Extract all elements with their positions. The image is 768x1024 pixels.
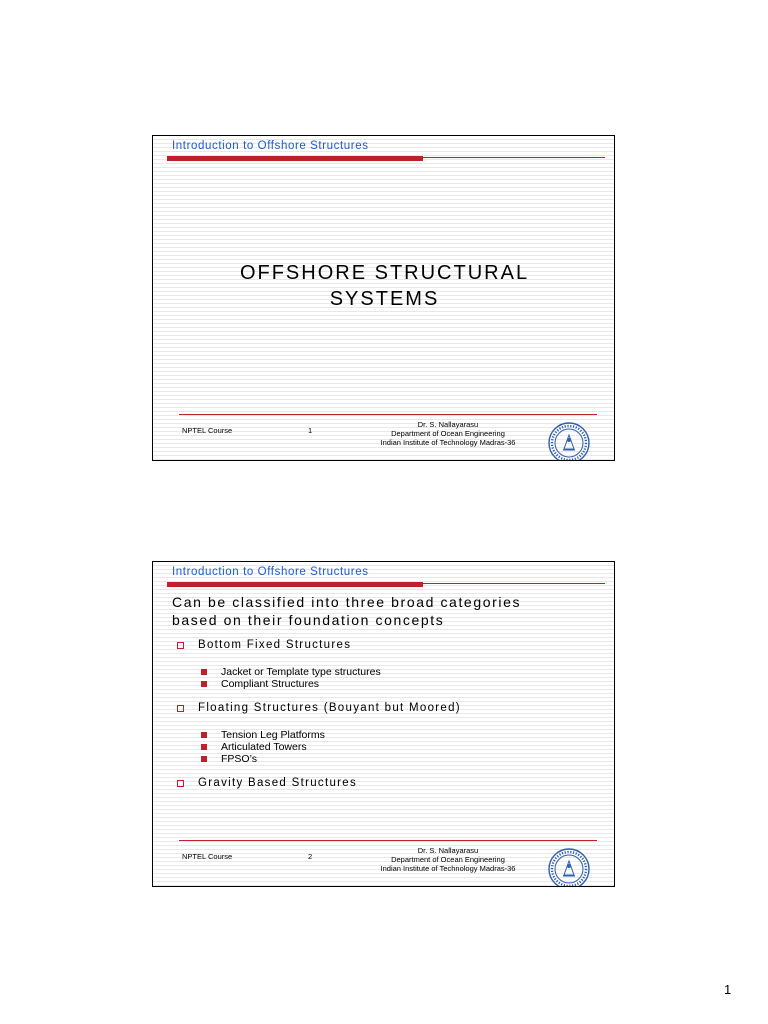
footer-rule <box>179 414 597 415</box>
filled-square-bullet-icon <box>201 732 207 738</box>
sub-bullet-item <box>201 741 325 753</box>
bullet-section <box>177 639 351 651</box>
sub-bullet-item <box>201 753 325 765</box>
slide-2 <box>152 561 615 887</box>
footer-author-line: Indian Institute of Technology Madras-36 <box>380 438 516 447</box>
filled-square-bullet-icon <box>201 756 207 762</box>
sub-bullet-label: Tension Leg Platforms <box>221 729 325 741</box>
footer-author <box>358 420 538 447</box>
filled-square-bullet-icon <box>201 744 207 750</box>
hollow-square-bullet-icon <box>177 642 184 649</box>
bullet-section <box>177 702 461 714</box>
footer-author-line: Dr. S. Nallayarasu <box>417 420 479 429</box>
slide-header: Introduction to Offshore Structures <box>172 140 369 152</box>
bullet-label: Floating Structures (Bouyant but Moored) <box>198 702 461 714</box>
header-accent-bar <box>167 582 423 587</box>
sub-bullet-item <box>201 666 381 678</box>
page-number: 1 <box>724 982 732 997</box>
title-line: SYSTEMS <box>329 288 440 310</box>
bullet-section <box>177 777 357 789</box>
bullet-label: Gravity Based Structures <box>198 777 358 789</box>
footer-slide-number: 1 <box>308 426 313 435</box>
sub-bullet-label: FPSO’s <box>221 753 257 765</box>
footer-slide-number: 2 <box>308 852 313 861</box>
bullet-label: Bottom Fixed Structures <box>198 639 352 651</box>
hollow-square-bullet-icon <box>177 705 184 712</box>
iit-madras-emblem-icon <box>547 421 591 461</box>
sub-bullet-list <box>201 729 325 765</box>
footer-course: NPTEL Course <box>182 852 233 861</box>
footer-author-line: Department of Ocean Engineering <box>391 429 505 438</box>
sub-bullet-label: Articulated Towers <box>221 741 307 753</box>
footer-author-line: Department of Ocean Engineering <box>391 855 505 864</box>
sub-bullet-item <box>201 678 381 690</box>
footer-author-line: Dr. S. Nallayarasu <box>417 846 479 855</box>
footer-author-line: Indian Institute of Technology Madras-36 <box>380 864 516 873</box>
sub-bullet-label: Compliant Structures <box>221 678 320 690</box>
slide-lead-text <box>172 593 521 629</box>
footer-course: NPTEL Course <box>182 426 233 435</box>
slide-header: Introduction to Offshore Structures <box>172 566 369 578</box>
footer-author <box>358 846 538 873</box>
sub-bullet-list <box>201 666 381 690</box>
slide-1 <box>152 135 615 461</box>
title-line: OFFSHORE STRUCTURAL <box>239 262 530 284</box>
header-accent-bar <box>167 156 423 161</box>
filled-square-bullet-icon <box>201 681 207 687</box>
lead-line: Can be classified into three broad categories <box>172 594 522 610</box>
footer-rule <box>179 840 597 841</box>
sub-bullet-label: Jacket or Template type structures <box>221 666 381 678</box>
filled-square-bullet-icon <box>201 669 207 675</box>
iit-madras-emblem-icon <box>547 847 591 887</box>
slide-title <box>153 260 615 312</box>
sub-bullet-item <box>201 729 325 741</box>
hollow-square-bullet-icon <box>177 780 184 787</box>
lead-line: based on their foundation concepts <box>172 612 445 628</box>
